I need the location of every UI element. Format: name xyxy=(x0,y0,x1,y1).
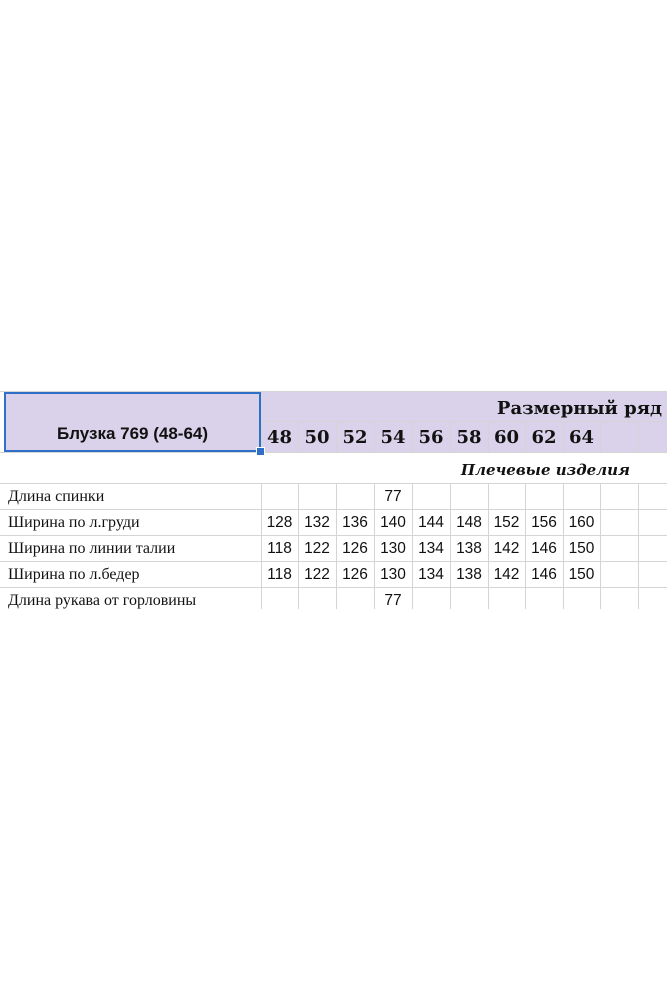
measurement-cell[interactable]: 152 xyxy=(493,514,520,531)
measurement-cell[interactable] xyxy=(336,484,374,510)
measurement-cell[interactable]: 140 xyxy=(380,514,406,531)
measurement-cell[interactable]: 77 xyxy=(384,592,402,609)
measurement-cell[interactable]: 144 xyxy=(418,514,444,531)
measurement-cell[interactable]: 142 xyxy=(493,540,520,557)
measurement-cell[interactable] xyxy=(261,588,298,614)
measurement-cell[interactable]: 128 xyxy=(266,514,293,531)
measurement-cell[interactable]: 138 xyxy=(456,540,482,557)
measurement-cell[interactable]: 156 xyxy=(531,514,557,531)
measurement-cell[interactable]: 150 xyxy=(568,540,595,557)
size-header-cell[interactable]: 62 xyxy=(531,426,557,448)
size-header-cell[interactable]: 52 xyxy=(342,426,368,448)
measurement-cell[interactable] xyxy=(336,588,374,614)
measurement-cell[interactable] xyxy=(412,484,450,510)
measurement-cell[interactable] xyxy=(450,484,488,510)
measurement-cell[interactable]: 118 xyxy=(267,566,292,583)
gridline-v xyxy=(600,421,601,452)
size-header-cell[interactable]: 56 xyxy=(418,426,444,448)
measurement-cell[interactable] xyxy=(450,588,488,614)
measurement-cell[interactable] xyxy=(488,588,525,614)
measurement-cell[interactable]: 148 xyxy=(456,514,482,531)
measurement-cell[interactable]: 150 xyxy=(568,566,595,583)
row-label[interactable]: Ширина по л.бедер xyxy=(8,566,140,583)
gridline-v xyxy=(638,421,639,452)
measurement-cell[interactable]: 122 xyxy=(304,540,330,557)
measurement-cell[interactable] xyxy=(563,484,600,510)
measurement-cell[interactable]: 160 xyxy=(568,514,595,531)
size-header-cell[interactable]: 60 xyxy=(493,426,520,448)
measurement-cell[interactable]: 126 xyxy=(342,566,368,583)
measurement-cell[interactable]: 132 xyxy=(304,514,330,531)
size-header-cell[interactable]: 58 xyxy=(456,426,482,448)
measurement-cell[interactable]: 136 xyxy=(342,514,368,531)
gridline-h xyxy=(0,452,667,453)
section-title: Плечевые изделия xyxy=(460,461,630,479)
measurement-cell[interactable]: 146 xyxy=(531,566,557,583)
row-label[interactable]: Длина спинки xyxy=(8,488,105,505)
row-label[interactable]: Ширина по линии талии xyxy=(8,540,176,557)
gridline-v xyxy=(600,484,601,609)
gridline-v xyxy=(638,484,639,609)
measurement-cell[interactable] xyxy=(488,484,525,510)
measurement-cell[interactable] xyxy=(298,588,336,614)
measurement-cell[interactable]: 122 xyxy=(304,566,330,583)
row-label[interactable]: Длина рукава от горловины xyxy=(8,592,197,609)
measurement-cell[interactable]: 130 xyxy=(380,540,406,557)
measurement-cell[interactable] xyxy=(563,588,600,614)
measurement-cell[interactable]: 118 xyxy=(267,540,292,557)
product-title: Блузка 769 (48-64) xyxy=(56,424,209,443)
measurement-cell[interactable] xyxy=(261,484,298,510)
measurement-cell[interactable] xyxy=(525,484,563,510)
measurement-cell[interactable] xyxy=(525,588,563,614)
row-label[interactable]: Ширина по л.груди xyxy=(8,514,140,531)
measurement-cell[interactable]: 138 xyxy=(456,566,482,583)
product-title-cell[interactable] xyxy=(4,392,261,452)
size-range-header: Размерный ряд xyxy=(496,397,662,419)
measurement-cell[interactable] xyxy=(412,588,450,614)
measurement-cell[interactable] xyxy=(298,484,336,510)
measurement-cell[interactable]: 142 xyxy=(493,566,520,583)
size-header-cell[interactable]: 50 xyxy=(304,426,330,448)
measurement-cell[interactable]: 134 xyxy=(418,566,444,583)
size-header-cell[interactable]: 48 xyxy=(266,426,293,448)
measurement-cell[interactable]: 77 xyxy=(384,488,402,505)
size-header-cell[interactable]: 54 xyxy=(380,426,406,448)
measurement-cell[interactable]: 130 xyxy=(380,566,406,583)
size-header-cell[interactable]: 64 xyxy=(568,426,595,448)
measurement-cell[interactable]: 126 xyxy=(342,540,368,557)
measurement-cell[interactable]: 134 xyxy=(418,540,444,557)
measurement-cell[interactable]: 146 xyxy=(531,540,557,557)
